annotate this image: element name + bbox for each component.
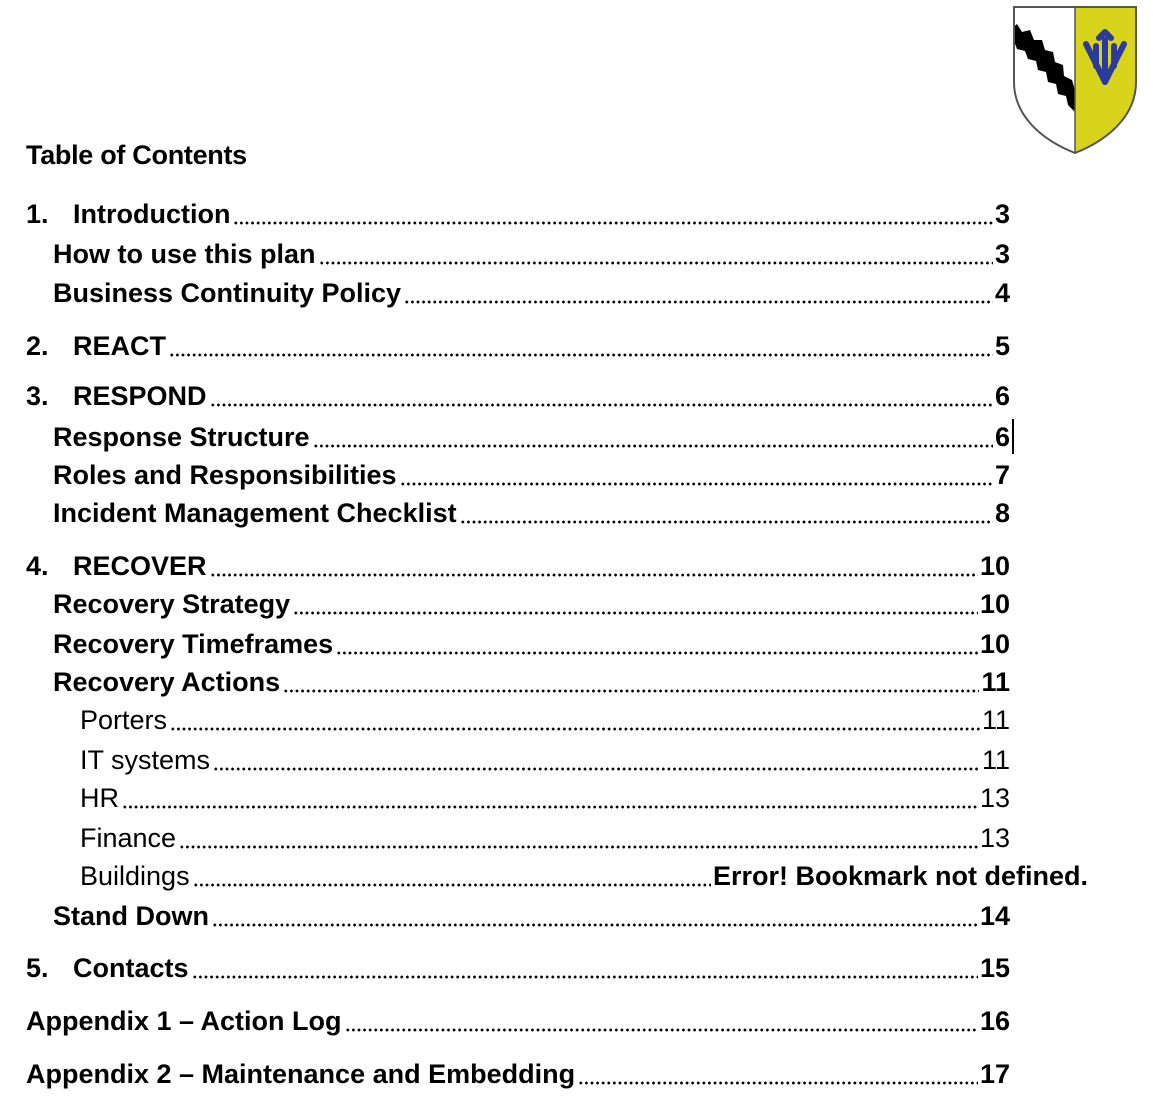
toc-entry-title: Porters — [80, 705, 168, 735]
toc-entry[interactable] — [53, 275, 1010, 311]
toc-entry-page-number: 3 — [994, 239, 1010, 269]
toc-entry-title: Response Structure — [53, 422, 310, 452]
toc-entry[interactable] — [26, 378, 1010, 414]
toc-entry-title: HR — [80, 783, 119, 813]
toc-entry-page-number: 16 — [979, 1006, 1010, 1036]
toc-entry-page-number: 13 — [979, 783, 1010, 813]
dot-leader — [213, 767, 980, 771]
toc-entry[interactable] — [53, 626, 1010, 662]
toc-entry[interactable] — [80, 742, 1010, 778]
dot-leader — [212, 923, 978, 927]
dot-leader — [210, 573, 978, 577]
toc-entry-page-number: 3 — [994, 199, 1010, 229]
toc-entry[interactable] — [80, 780, 1010, 816]
toc-entry[interactable] — [53, 457, 1010, 493]
toc-entry-page-number: 14 — [979, 901, 1010, 931]
toc-entry-title: Buildings — [80, 861, 190, 891]
toc-entry-title: Stand Down — [53, 901, 209, 931]
toc-entry-page-number: 10 — [979, 551, 1010, 581]
toc-entry[interactable] — [53, 586, 1010, 622]
dot-leader — [460, 520, 993, 524]
toc-entry-title: How to use this plan — [53, 239, 316, 269]
toc-entry-page-number: 5 — [994, 331, 1010, 361]
toc-entry-title: Finance — [80, 823, 177, 853]
toc-entry[interactable] — [26, 196, 1010, 232]
dot-leader — [210, 403, 993, 407]
toc-entry[interactable] — [53, 495, 1010, 531]
toc-entry-number: 1. — [26, 199, 49, 229]
toc-entry-title: IT systems — [80, 745, 211, 775]
dot-leader — [578, 1081, 978, 1085]
toc-entry[interactable] — [26, 1056, 1010, 1092]
toc-entry-page-number: 11 — [981, 745, 1010, 775]
dot-leader — [169, 353, 993, 357]
dot-leader — [293, 611, 978, 615]
toc-entry-number: 2. — [26, 331, 49, 361]
toc-entry-number: 3. — [26, 381, 49, 411]
toc-entry-page-number: 6 — [994, 381, 1010, 411]
dot-leader — [400, 482, 993, 486]
toc-entry-page-number: 10 — [979, 589, 1010, 619]
toc-entry-page-number: 15 — [979, 953, 1010, 983]
dot-leader — [192, 975, 978, 979]
toc-entry-page-number: 8 — [994, 498, 1010, 528]
toc-entry-page-number: 17 — [979, 1059, 1010, 1089]
dot-leader — [336, 651, 978, 655]
toc-entry-title: Recovery Timeframes — [53, 629, 334, 659]
toc-entry-title: Recovery Actions — [53, 667, 281, 697]
dot-leader — [319, 261, 993, 265]
toc-entry-title: REACT — [73, 331, 166, 361]
toc-entry[interactable] — [53, 898, 1010, 934]
dot-leader — [233, 221, 993, 225]
toc-entry[interactable] — [26, 548, 1010, 584]
dot-leader — [122, 805, 978, 809]
toc-entry[interactable] — [26, 328, 1010, 364]
dot-leader — [170, 727, 980, 731]
toc-entry-error-text: Error! Bookmark not defined. — [712, 861, 1088, 891]
dot-leader — [404, 300, 993, 304]
toc-entry[interactable] — [53, 419, 1010, 455]
toc-entry[interactable] — [53, 236, 1010, 272]
toc-entry-title: Incident Management Checklist — [53, 498, 457, 528]
toc-entry-page-number: 11 — [981, 667, 1010, 697]
toc-entry[interactable] — [80, 820, 1010, 856]
dot-leader — [345, 1028, 978, 1032]
dot-leader — [179, 845, 978, 849]
toc-heading: Table of Contents — [26, 140, 247, 170]
toc-entry-title: RECOVER — [73, 551, 207, 581]
toc-entry-title: Introduction — [73, 199, 231, 229]
toc-entry-title: Appendix 2 – Maintenance and Embedding — [26, 1059, 576, 1089]
toc-entry-title: Recovery Strategy — [53, 589, 291, 619]
dot-leader — [283, 689, 979, 693]
toc-entry-title: Roles and Responsibilities — [53, 460, 397, 490]
toc-entry-title: RESPOND — [73, 381, 207, 411]
toc-entry[interactable] — [26, 950, 1010, 986]
toc-entry[interactable] — [26, 1003, 1010, 1039]
toc-entry-page-number: 11 — [981, 705, 1010, 735]
toc-entry[interactable] — [80, 702, 1010, 738]
toc-entry[interactable] — [80, 858, 1088, 894]
toc-entry-page-number: 13 — [979, 823, 1010, 853]
toc-entry-number: 4. — [26, 551, 49, 581]
toc-entry-title: Contacts — [73, 953, 189, 983]
toc-entry-page-number: 6 — [994, 422, 1010, 452]
toc-entry[interactable] — [53, 664, 1010, 700]
toc-entry-title: Appendix 1 – Action Log — [26, 1006, 342, 1036]
dot-leader — [313, 444, 993, 448]
toc-entry-number: 5. — [26, 953, 49, 983]
toc-entry-title: Business Continuity Policy — [53, 278, 402, 308]
toc-entry-page-number: 10 — [979, 629, 1010, 659]
dot-leader — [193, 883, 711, 887]
toc-entry-page-number: 7 — [994, 460, 1010, 490]
text-cursor — [1012, 419, 1014, 454]
toc-entry-page-number: 4 — [994, 278, 1010, 308]
